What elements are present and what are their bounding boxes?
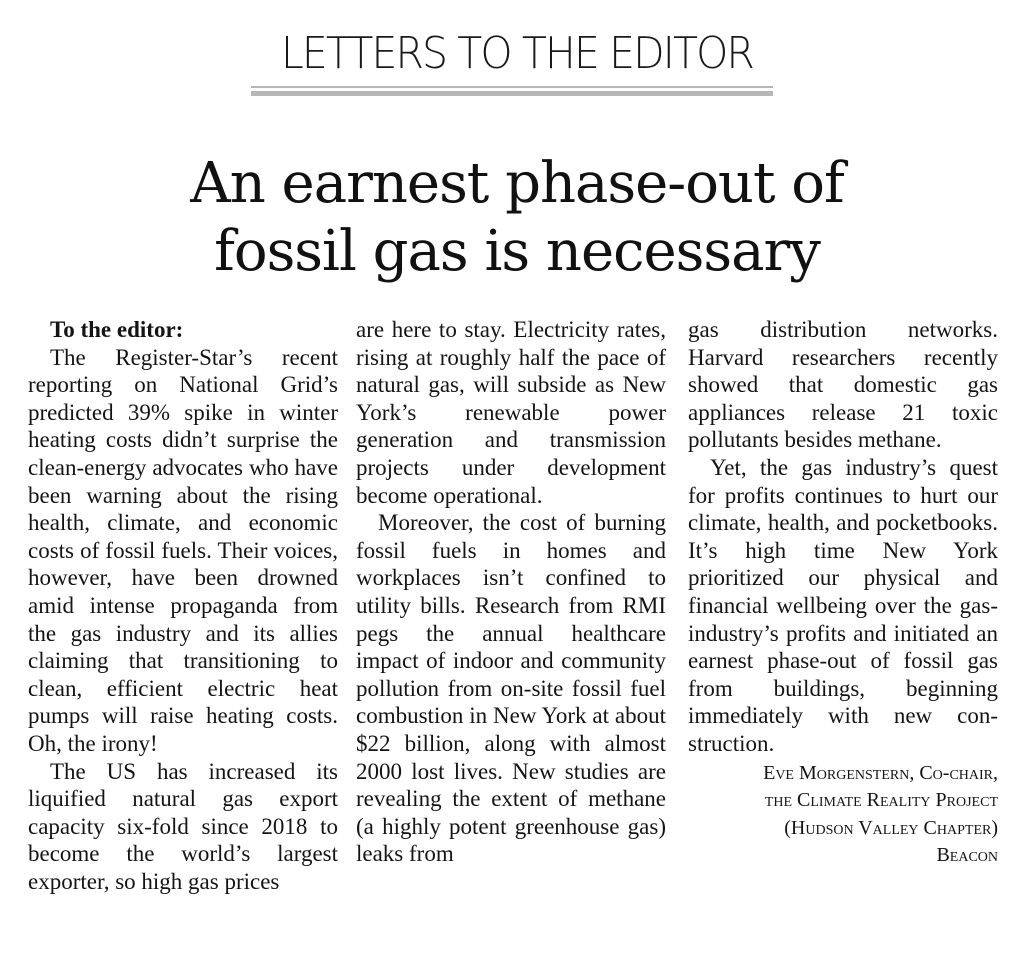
article-column-2 bbox=[356, 316, 666, 868]
paragraph-1: The Register-Star’s recent reporting on National Grid’s predicted 39% spike in winter heating costs didn’t surprise the clean-energy advocates who have been warning about the rising health, climate, and economic costs of fossil fuels. Their voices, however, have been drowned amid intense propaganda from the gas industry and its allies claiming that transitioning to clean, efficient electric heat pumps will raise heating costs. Oh, the irony! bbox=[28, 344, 338, 756]
signature-city: Beacon bbox=[936, 844, 998, 867]
paragraph-3-end: gas distribution networks. Harvard researchers recently showed that domestic gas appliances release 21 toxic pollutants besides methane. bbox=[688, 317, 998, 453]
header-rule-thick bbox=[251, 91, 773, 96]
salutation: To the editor: bbox=[50, 317, 184, 342]
paragraph-4: Yet, the gas industry’s quest for profits continues to hurt our climate, health, and pocketbooks. It’s high time New York prioritized our physical and financial wellbeing over the gas-industry’s profits and initiated an earnest phase-out of fossil gas from buildings, beginning immediately with new construction. bbox=[688, 454, 998, 756]
signature-organization: the Climate Reality Project bbox=[764, 789, 998, 812]
paragraph-3-start: Moreover, the cost of burning fossil fuels in homes and workplaces isn’t confined to utility bills. Research from RMI pegs the annual healthcare impact of indoor and community pollution from on-site fossil fuel combustion in New York at about $22 billion, along with almost 2000 lost lives. New studies are revealing the extent of methane (a highly potent greenhouse gas) leaks from bbox=[356, 510, 666, 867]
signature-chapter: (Hudson Valley Chapter) bbox=[784, 816, 998, 839]
article-column-1 bbox=[28, 316, 338, 895]
paragraph-2-end: are here to stay. Electricity rates, rising at roughly half the pace of natural gas, will subside as New York’s renewable power generation and transmission projects under development become operational. bbox=[356, 317, 666, 508]
article-headline bbox=[0, 150, 1034, 286]
signature-block bbox=[688, 760, 998, 870]
section-title: LETTERS TO THE EDITOR bbox=[280, 28, 754, 79]
paragraph-2-start: The US has increased its liquified natural gas export capacity six-fold since 2018 to become the world’s largest exporter, so high gas prices bbox=[28, 758, 338, 894]
headline-line-2: fossil gas is necessary bbox=[214, 219, 820, 284]
header-rule-thin bbox=[251, 86, 773, 88]
article-column-3 bbox=[688, 316, 998, 870]
signature-name: Eve Morgenstern, Co-chair, bbox=[763, 761, 998, 784]
headline-line-1: An earnest phase-out of bbox=[190, 151, 844, 216]
